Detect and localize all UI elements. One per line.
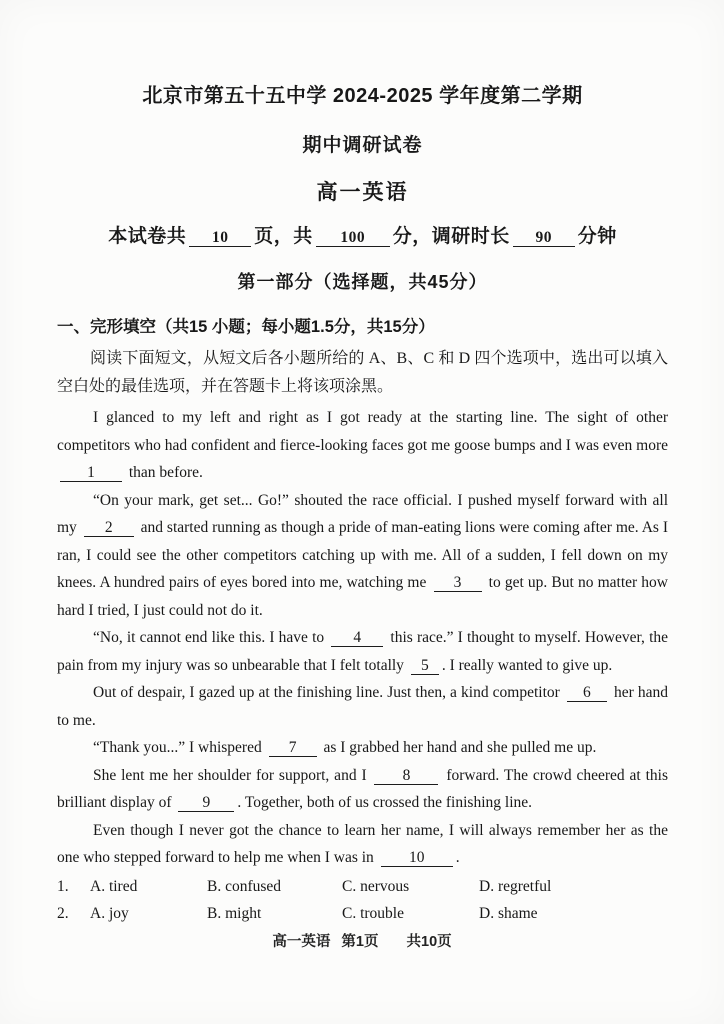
cloze-section-heading: 一、完形填空（共15 小题；每小题1.5分，共15分）	[57, 318, 435, 336]
paper-info-line: 本试卷共 10 页，共 100 分，调研时长 90 分钟	[108, 226, 617, 247]
school-title: 北京市第五十五中学 2024-2025 学年度第二学期	[142, 85, 583, 107]
cloze-blank-8: 8	[374, 767, 438, 785]
question-row	[57, 873, 668, 900]
cloze-instructions: 阅读下面短文，从短文后各小题所给的 A、B、C 和 D 四个选项中，选出可以填入空白处的最佳选项，并在答题卡上将该项涂黑。	[57, 350, 668, 395]
passage-paragraph: I glanced to my left and right as I got ready at the starting line. The sight of other competitors who had confident and fierce-looking faces got me goose bumps and I was even more 1 than before.	[57, 409, 668, 481]
cloze-blank-6: 6	[567, 684, 607, 702]
cloze-blank-4: 4	[331, 629, 383, 647]
option-D: D. shame	[479, 904, 538, 922]
footer-total-pages: 共10页	[406, 934, 452, 950]
option-C: C. nervous	[342, 877, 410, 895]
footer-course-label: 高一英语	[272, 934, 331, 950]
cloze-blank-3: 3	[434, 574, 482, 592]
page-footer	[0, 930, 724, 951]
question-number: 1.	[57, 877, 69, 895]
cloze-blank-10: 10	[381, 849, 453, 867]
cloze-blank-10: 10	[189, 229, 251, 247]
question-row	[57, 900, 668, 927]
subject-title: 高一英语	[316, 181, 409, 204]
passage-paragraph: “Thank you...” I whispered 7 as I grabbed her hand and she pulled me up.	[93, 739, 597, 756]
passage-paragraph: “On your mark, get set... Go!” shouted the race official. I pushed myself forward with all my 2 and started running as though a pride of man-eating lions were coming after me. As I ran, I could see the other competitors catching up with me. All of a sudden, I fell down on my knees. A hundred pairs of eyes bored into me, watching me 3 to get up. But no matter how hard I tried, I just could not do it.	[57, 491, 668, 619]
question-number: 2.	[57, 904, 69, 922]
cloze-passage	[57, 404, 668, 872]
passage-paragraph: Even though I never got the chance to learn her name, I will always remember her as the one who stepped forward to help me when I was in 10 .	[57, 821, 668, 866]
exam-title: 期中调研试卷	[302, 135, 423, 156]
cloze-blank-7: 7	[269, 739, 317, 757]
cloze-blank-1: 1	[60, 464, 122, 482]
passage-paragraph: Out of despair, I gazed up at the finishing line. Just then, a kind competitor 6 her hand to me.	[57, 684, 669, 729]
option-B: B. confused	[207, 877, 282, 895]
option-D: D. regretful	[479, 877, 552, 895]
option-B: B. might	[207, 904, 262, 922]
cloze-blank-5: 5	[411, 657, 439, 675]
part-one-heading: 第一部分（选择题，共45分）	[237, 272, 488, 292]
passage-paragraph: She lent me her shoulder for support, and I 8 forward. The crowd cheered at this brilliant display of 9 . Together, both of us crossed the finishing line.	[57, 766, 668, 811]
passage-paragraph: “No, it cannot end like this. I have to 4 this race.” I thought to myself. However, the pain from my injury was so unbearable that I felt totally 5 . I really wanted to give up.	[57, 629, 669, 674]
cloze-blank-9: 9	[178, 794, 234, 812]
cloze-blank-100: 100	[316, 229, 390, 247]
cloze-question-list	[57, 873, 668, 927]
option-C: C. trouble	[342, 904, 404, 922]
cloze-blank-2: 2	[84, 519, 134, 537]
cloze-blank-90: 90	[513, 229, 575, 247]
option-A: A. tired	[90, 877, 138, 895]
footer-page-number: 第1页	[341, 934, 379, 950]
option-A: A. joy	[90, 904, 129, 922]
